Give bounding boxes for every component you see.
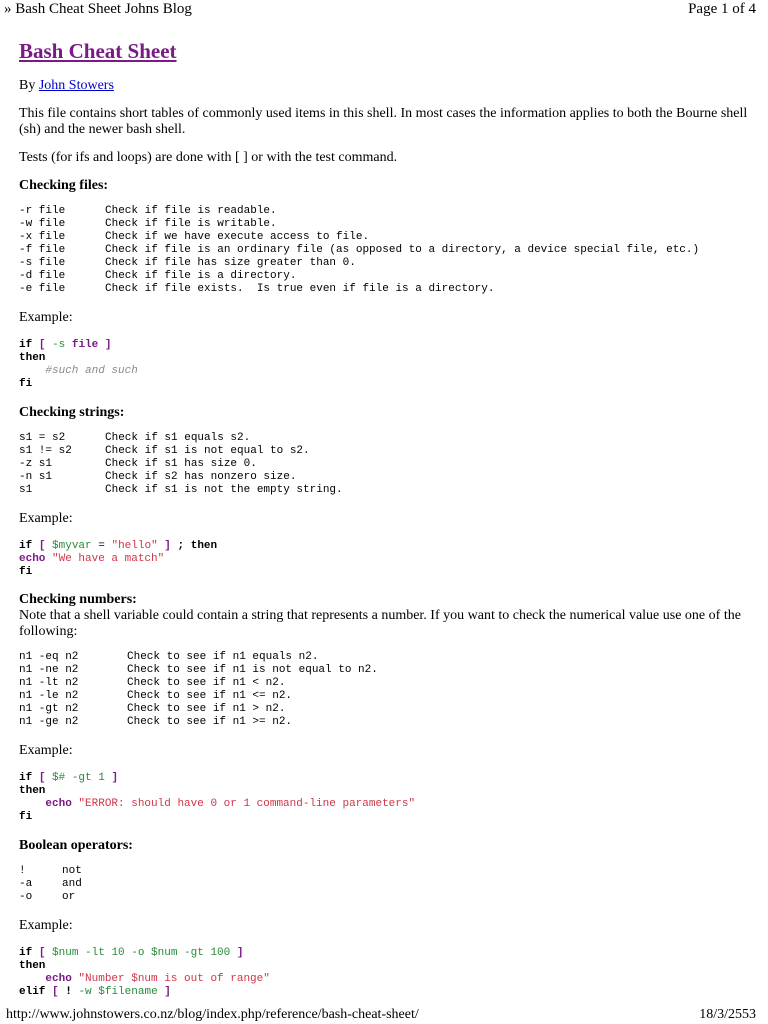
kw-then: then (190, 540, 218, 552)
bool-op: ! (19, 865, 26, 877)
bracket-close: ] (236, 947, 244, 959)
number-desc: Check to see if n1 equals n2. (127, 651, 319, 663)
string-desc: Check if s1 is not equal to s2. (105, 445, 310, 457)
number-op: n1 -ne n2 (19, 664, 79, 676)
kw-if: if (19, 339, 33, 351)
code-test: $num -lt 10 -o $num -gt 100 (52, 947, 231, 959)
kw-if: if (19, 540, 33, 552)
bracket-open: [ (38, 772, 46, 784)
file-op: -w file (19, 218, 66, 230)
file-op: -f file (19, 244, 66, 256)
table-row (19, 484, 759, 497)
kw-if: if (19, 947, 33, 959)
kw-fi: fi (19, 378, 33, 390)
files-table (19, 205, 759, 296)
header-left: » Bash Cheat Sheet Johns Blog (4, 1, 192, 17)
file-desc: Check if file is writable. (105, 218, 277, 230)
file-desc: Check if file is an ordinary file (as opposed to a directory, a device special file, etc.) (105, 244, 700, 256)
number-desc: Check to see if n1 <= n2. (127, 690, 293, 702)
code-string: "hello" (111, 540, 158, 552)
number-desc: Check to see if n1 > n2. (127, 703, 286, 715)
string-op: s1 != s2 (19, 445, 72, 457)
table-row (19, 471, 759, 484)
kw-then: then (19, 785, 46, 797)
strings-table (19, 432, 759, 497)
strings-heading: Checking strings: (19, 405, 125, 420)
example-label: Example: (19, 511, 73, 526)
bracket-open: [ (38, 339, 46, 351)
code-example-3 (19, 772, 759, 824)
table-row (19, 432, 759, 445)
string-desc: Check if s1 equals s2. (105, 432, 251, 444)
table-row (19, 891, 759, 904)
file-op: -e file (19, 283, 66, 295)
file-desc: Check if file is readable. (105, 205, 277, 217)
bracket-close: ] (104, 339, 112, 351)
table-row (19, 257, 759, 270)
byline-prefix: By (19, 78, 36, 93)
bracket-close: ] (164, 986, 171, 998)
code-string: "We have a match" (52, 553, 165, 565)
table-row (19, 283, 759, 296)
bool-desc: or (62, 891, 76, 903)
test-flag: -s (52, 339, 66, 351)
string-op: s1 (19, 484, 33, 496)
code-test: -w $filename (78, 986, 158, 998)
number-desc: Check to see if n1 < n2. (127, 677, 286, 689)
file-desc: Check if file has size greater than 0. (105, 257, 356, 269)
table-row (19, 445, 759, 458)
code-string: "ERROR: should have 0 or 1 command-line parameters" (78, 798, 416, 810)
kw-if: if (19, 772, 33, 784)
kw-fi: fi (19, 566, 33, 578)
table-row (19, 458, 759, 471)
numbers-note: Note that a shell variable could contain a string that represents a number. If you want to check the numerical value use one of the following: (19, 608, 741, 639)
tests-note: Tests (for ifs and loops) are done with [ ] or with the test command. (19, 150, 398, 165)
page-indicator: Page 1 of 4 (688, 1, 756, 17)
number-desc: Check to see if n1 >= n2. (127, 716, 293, 728)
table-row (19, 270, 759, 283)
file-desc: Check if file exists. Is true even if file is a directory. (105, 283, 495, 295)
page-url: http://www.johnstowers.co.nz/blog/index.php/reference/bash-cheat-sheet/ (6, 1007, 419, 1022)
file-op: -d file (19, 270, 66, 282)
code-semicolon: ; (177, 540, 185, 552)
number-desc: Check to see if n1 is not equal to n2. (127, 664, 378, 676)
bracket-open: [ (38, 947, 46, 959)
file-op: -s file (19, 257, 66, 269)
kw-then: then (19, 960, 46, 972)
number-op: n1 -ge n2 (19, 716, 79, 728)
bracket-close: ] (164, 540, 171, 552)
table-row (19, 703, 759, 716)
number-op: n1 -eq n2 (19, 651, 79, 663)
table-row (19, 690, 759, 703)
kw-elif: elif (19, 986, 46, 998)
example-label: Example: (19, 743, 73, 758)
example-label: Example: (19, 310, 73, 325)
document-body (19, 38, 759, 999)
table-row (19, 865, 759, 878)
file-op: -x file (19, 231, 66, 243)
table-row (19, 244, 759, 257)
page-title[interactable]: Bash Cheat Sheet (19, 39, 177, 63)
code-example-1 (19, 339, 759, 391)
bool-desc: not (62, 865, 82, 877)
bool-op: -o (19, 891, 33, 903)
table-row (19, 205, 759, 218)
code-comment: #such and such (45, 365, 138, 377)
code-string: "Number $num is out of range" (78, 973, 270, 985)
code-test: $# -gt 1 (52, 772, 105, 784)
numbers-heading: Checking numbers: (19, 592, 137, 607)
number-op: n1 -le n2 (19, 690, 79, 702)
table-row (19, 677, 759, 690)
file-op: -r file (19, 205, 66, 217)
string-op: -n s1 (19, 471, 53, 483)
kw-then: then (19, 352, 46, 364)
bracket-open: [ (38, 540, 46, 552)
code-operator: = (98, 540, 105, 552)
kw-echo: echo (45, 798, 72, 810)
number-op: n1 -lt n2 (19, 677, 79, 689)
kw-echo: echo (45, 973, 72, 985)
test-arg: file (71, 339, 99, 351)
example-label: Example: (19, 918, 73, 933)
boolean-heading: Boolean operators: (19, 838, 133, 853)
kw-echo: echo (19, 553, 46, 565)
file-desc: Check if we have execute access to file. (105, 231, 370, 243)
number-op: n1 -gt n2 (19, 703, 79, 715)
author-link[interactable]: John Stowers (38, 78, 114, 93)
table-row (19, 664, 759, 677)
boolean-table (19, 865, 759, 904)
numbers-table (19, 651, 759, 729)
code-negation: ! (65, 986, 72, 998)
string-op: s1 = s2 (19, 432, 66, 444)
table-row (19, 878, 759, 891)
string-desc: Check if s1 has size 0. (105, 458, 257, 470)
files-heading: Checking files: (19, 178, 109, 193)
string-desc: Check if s2 has nonzero size. (105, 471, 297, 483)
bool-desc: and (62, 878, 82, 890)
bracket-close: ] (111, 772, 119, 784)
file-desc: Check if file is a directory. (105, 270, 297, 282)
code-example-2 (19, 540, 759, 579)
kw-fi: fi (19, 811, 33, 823)
byline (19, 78, 759, 94)
table-row (19, 716, 759, 729)
bool-op: -a (19, 878, 33, 890)
table-row (19, 231, 759, 244)
string-op: -z s1 (19, 458, 53, 470)
string-desc: Check if s1 is not the empty string. (105, 484, 343, 496)
page-date: 18/3/2553 (699, 1007, 756, 1022)
code-example-4 (19, 947, 759, 999)
table-row (19, 651, 759, 664)
intro-paragraph: This file contains short tables of commonly used items in this shell. In most cases the information applies to both the Bourne shell (sh) and the newer bash shell. (19, 106, 748, 137)
code-variable: $myvar (52, 540, 92, 552)
table-row (19, 218, 759, 231)
bracket-open: [ (52, 986, 59, 998)
